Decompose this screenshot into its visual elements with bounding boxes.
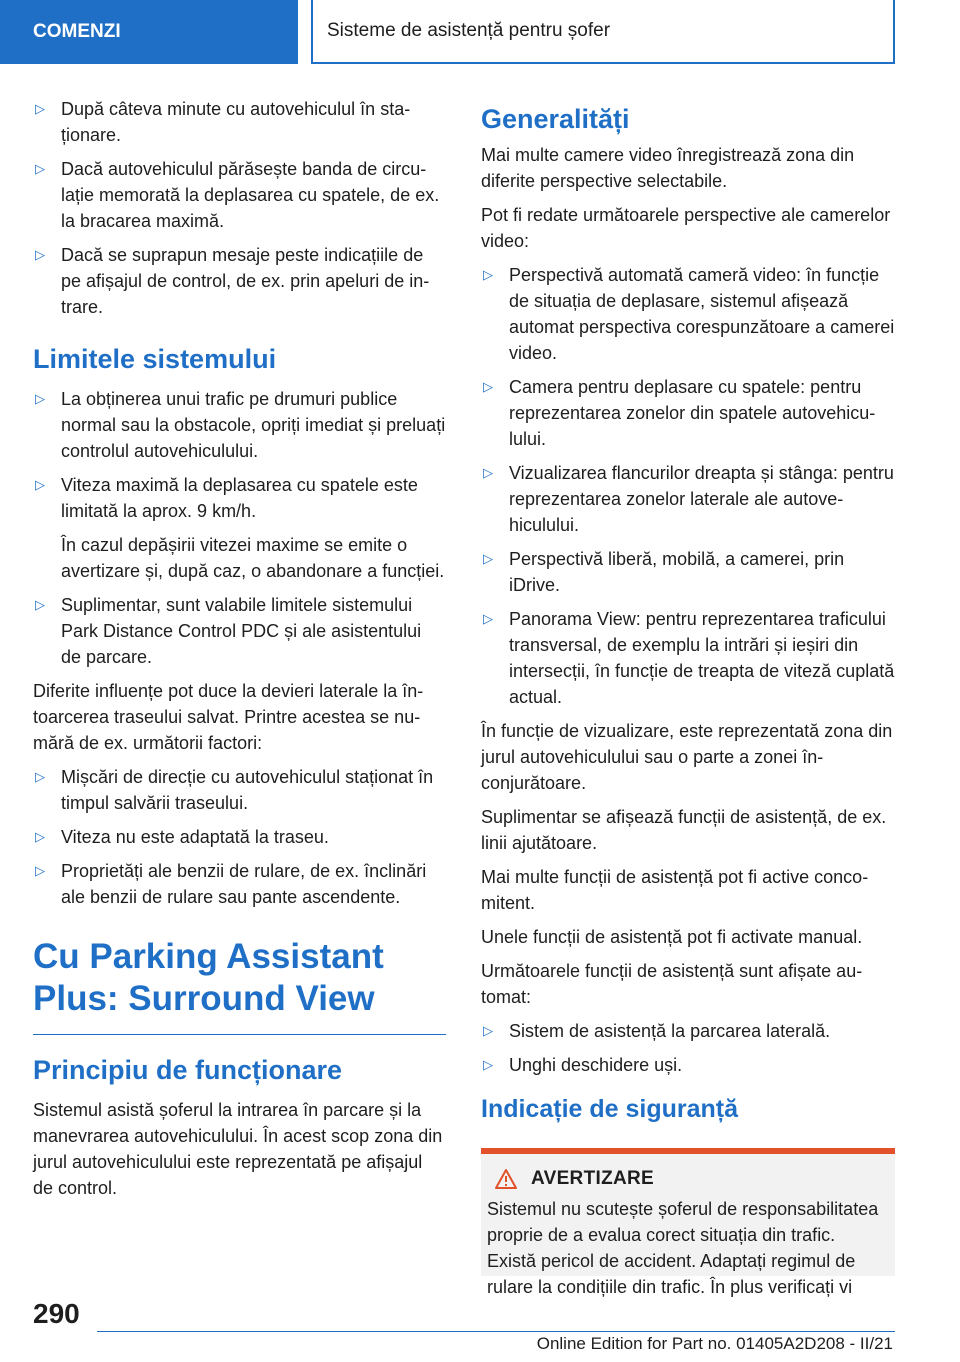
list-item: ▷ Viteza maximă la deplasarea cu spatele este limitată la aprox. 9 km/h. În cazul depășirii vitezei maxime se emite o avertizare și, după caz, o abandonare a funcției.: [33, 472, 446, 584]
triangle-bullet-icon: ▷: [35, 597, 45, 612]
warning-title-text: AVERTIZARE: [531, 1168, 654, 1189]
list-item: ▷ Camera pentru deplasare cu spatele: pentru reprezentarea zonelor din spatele autovehiculului.: [481, 374, 895, 452]
list-item: ▷ Panorama View: pentru reprezentarea traficului transversal, de exemplu la intrări și ieșiri din intersecții, în funcție de treapta de viteză cuplată actual.: [481, 606, 895, 710]
principle-heading: Principiu de funcționare: [33, 1055, 343, 1085]
triangle-bullet-icon: ▷: [483, 551, 493, 566]
list-item: ▷ Dacă se suprapun mesaje peste indicațiile de pe afișajul de control, de ex. prin apeluri de intrare.: [33, 242, 446, 320]
auto-bullet-list: [481, 1018, 895, 1078]
list-item: ▷ Proprietăți ale benzii de rulare, de ex. înclinări ale benzii de rulare sau pante ascendente.: [33, 858, 446, 910]
list-item: ▷ Sistem de asistență la parcarea laterală.: [481, 1018, 895, 1044]
list-item: ▷ Viteza nu este adaptată la traseu.: [33, 824, 446, 850]
warning-text: Sistemul nu scutește șoferul de responsabilitatea proprie de a evalua corect situația din trafic. Există pericol de accident. Adaptați regimul de rulare la condițiile din trafic. În plus verificați vi: [487, 1199, 879, 1297]
auto-paragraph: Următoarele funcții de asistență sunt afișate automat:: [481, 961, 863, 1007]
list-item: ▷ Perspectivă automată cameră video: în funcție de situația de deplasare, sistemul afișează automat perspectiva corespunzătoare a camerei video.: [481, 262, 895, 366]
concurrent-paragraph: Mai multe funcții de asistență pot fi active concomitent.: [481, 867, 869, 913]
list-item-note: În cazul depășirii vitezei maxime se emite o avertizare și, după caz, o abandonare a funcției.: [61, 535, 445, 581]
manual-paragraph: Unele funcții de asistență pot fi activate manual.: [481, 927, 863, 947]
function-paragraph: În funcție de vizualizare, este reprezentată zona din jurul autovehiculului sau o parte a zonei înconjurătoare.: [481, 721, 893, 793]
principle-paragraph: Sistemul asistă șoferul la intrarea în parcare și la manevrarea autovehiculului. În acest scop zona din jurul autovehiculului este reprezentată pe afișajul de control.: [33, 1100, 443, 1198]
safety-heading: Indicație de siguranță: [481, 1095, 739, 1123]
page-number: 290: [33, 1298, 80, 1329]
list-item: ▷ Perspectivă liberă, mobilă, a camerei, prin iDrive.: [481, 546, 895, 598]
list-item: ▷ La obținerea unui trafic pe drumuri publice normal sau la obstacole, opriți imediat și preluați controlul autovehiculului.: [33, 386, 446, 464]
limits-heading: Limitele sistemului: [33, 344, 277, 374]
deviation-bullet-list: [33, 764, 446, 910]
triangle-bullet-icon: ▷: [35, 247, 45, 262]
section-tab-label: COMENZI: [33, 21, 121, 42]
list-item: ▷ Dacă autovehiculul părăsește banda de circulație memorată la deplasarea cu spatele, de ex. la bracarea maximă.: [33, 156, 446, 234]
warning-triangle-icon: [495, 1169, 517, 1189]
general-paragraph-2: Pot fi redate următoarele perspective ale camerelor video:: [481, 205, 891, 251]
edition-footer: Online Edition for Part no. 01405A2D208 - II/21: [536, 1334, 893, 1353]
warning-title: [495, 1168, 887, 1190]
limits-bullet-list: [33, 386, 446, 670]
warning-box: [481, 1148, 895, 1297]
deviation-paragraph: Diferite influențe pot duce la devieri laterale la întoarcerea traseului salvat. Printre acestea se numără de ex. următorii factori:: [33, 681, 424, 753]
triangle-bullet-icon: ▷: [483, 267, 493, 282]
chapter-title-tab: [311, 0, 895, 64]
left-column: [33, 96, 446, 1209]
section-tab[interactable]: [0, 0, 298, 64]
chapter-title: Sisteme de asistență pentru șofer: [327, 20, 611, 41]
triangle-bullet-icon: ▷: [35, 391, 45, 406]
triangle-bullet-icon: ▷: [35, 477, 45, 492]
right-column: [481, 96, 895, 1297]
triangle-bullet-icon: ▷: [483, 1023, 493, 1038]
additional-paragraph: Suplimentar se afișează funcții de asistență, de ex. linii ajutătoare.: [481, 807, 887, 853]
triangle-bullet-icon: ▷: [483, 465, 493, 480]
list-item: ▷ Suplimentar, sunt valabile limitele sistemului Park Distance Control PDC și ale asistentului de parcare.: [33, 592, 446, 670]
triangle-bullet-icon: ▷: [483, 379, 493, 394]
triangle-bullet-icon: ▷: [483, 611, 493, 626]
general-paragraph-1: Mai multe camere video înregistrează zona din diferite perspective selectabile.: [481, 145, 855, 191]
list-item: ▷ Unghi deschidere uși.: [481, 1052, 895, 1078]
triangle-bullet-icon: ▷: [35, 769, 45, 784]
triangle-bullet-icon: ▷: [35, 829, 45, 844]
triangle-bullet-icon: ▷: [35, 101, 45, 116]
triangle-bullet-icon: ▷: [483, 1057, 493, 1072]
triangle-bullet-icon: ▷: [35, 161, 45, 176]
surround-view-heading: Cu Parking Assistant Plus: Surround View: [33, 937, 384, 1018]
heading-divider: [33, 1034, 446, 1035]
list-item: ▷ După câteva minute cu autovehiculul în staționare.: [33, 96, 446, 148]
perspective-bullet-list: [481, 262, 895, 710]
list-item: ▷ Mișcări de direcție cu autovehiculul staționat în timpul salvării traseului.: [33, 764, 446, 816]
intro-bullet-list: [33, 96, 446, 320]
footer-divider: [97, 1331, 895, 1332]
triangle-bullet-icon: ▷: [35, 863, 45, 878]
general-heading: Generalități: [481, 104, 630, 134]
list-item: ▷ Vizualizarea flancurilor dreapta și stânga: pentru reprezentarea zonelor laterale ale autovehiculului.: [481, 460, 895, 538]
